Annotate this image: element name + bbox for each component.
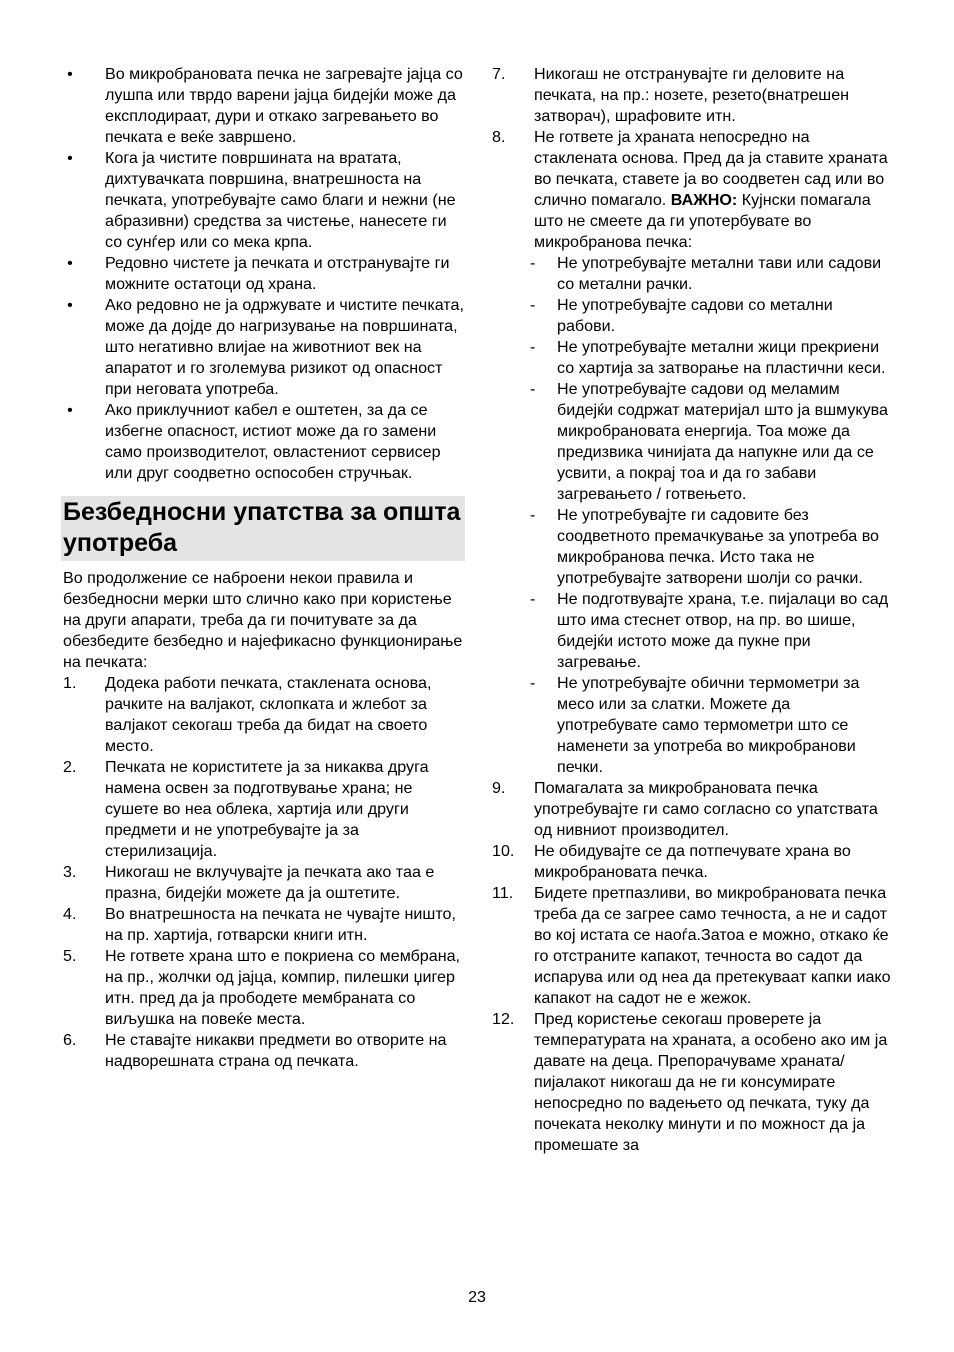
dash-item	[492, 379, 892, 505]
left-column	[63, 64, 465, 1072]
bullet-mark: •	[67, 149, 73, 167]
item-text: Помагалата за микробрановата печка употребувајте ги само согласно со упатствата од нивниот производител.	[534, 779, 878, 839]
numbered-item	[492, 1009, 892, 1156]
item-number: 2.	[63, 758, 77, 776]
dash-text: Не употребувајте метални жици прекриени со хартија за затворање на пластични кеси.	[557, 338, 886, 377]
page-number: 23	[468, 1289, 486, 1306]
dash-text: Не употребувајте садови од меламим бидејќи содржат материјал што ја вшмукува микробрановата енергија. Тоа може да предизвика чинијата да напукне или да се усвити, а покрај тоа и да го забави загревањето / готвењето.	[557, 380, 888, 503]
item-text: Печката не користитете ја за никаква друга намена освен за подготвување храна; не сушете во неа облека, хартија или други предмети и не употребувајте ја за стерилизација.	[105, 758, 429, 860]
dash-text: Не употребувајте обични термометри за месо или за слатки. Можете да употребувате само термометри што се наменети за употреба во микробранови печки.	[557, 674, 860, 776]
item-text: Не ставајте никакви предмети во отворите на надворешната страна од печката.	[105, 1031, 447, 1070]
item-number: 8.	[492, 128, 506, 146]
item-number: 1.	[63, 674, 77, 692]
dash-item	[492, 673, 892, 778]
dash-mark: -	[530, 296, 536, 314]
dash-item	[492, 337, 892, 379]
item-number: 5.	[63, 947, 77, 965]
item-number: 10.	[492, 842, 515, 860]
bullet-item	[63, 400, 465, 484]
item-text: Пред користење секогаш проверете ја температурата на храната, а особено ако им ја давате на деца. Препорачуваме храната/пијалакот никогаш да не ги консумирате непосредно по вадењето од печката, туку да почеката неколку минути и по можност да ја промешате за	[534, 1010, 888, 1154]
bullet-item	[63, 148, 465, 253]
bullet-text: Редовно чистете ја печката и отстранувајте ги можните остатоци од храна.	[105, 254, 450, 293]
bullet-mark: •	[67, 296, 73, 314]
item-text: Додека работи печката, стаклената основа, рачките на валјакот, склопката и жлебот за валјакот секогаш треба да бидат на своето место.	[105, 674, 432, 755]
dash-item	[492, 505, 892, 589]
item-number: 9.	[492, 779, 506, 797]
dash-text: Не подготвувајте храна, т.е. пијалаци во сад што има стеснет отвор, на пр. во шише, бидејќи истото може да пукне при загревање.	[557, 590, 889, 671]
bullet-text: Ако приклучниот кабел е оштетен, за да се избегне опасност, истиот може да го замени само производителот, овластениот сервисер или друг соодветно оспособен стручњак.	[105, 401, 441, 482]
item-text: Никогаш не отстранувајте ги деловите на печката, на пр.: нозете, резето(внатрешен затворач), шрафовите итн.	[534, 65, 850, 125]
bullet-text: Ако редовно не ја одржувате и чистите печката, може да дојде до нагризување на површината, што негативно влијае на животниот век на апаратот и го зголемува ризикот од опасност при неговата употреба.	[105, 296, 464, 398]
section-intro: Во продолжение се наброени некои правила и безбедносни мерки што слично како при користење на други апарати, треба да ги почитувате за да обезбедите безбедно и најефикасно функционирање на печката:	[63, 569, 463, 671]
dash-mark: -	[530, 506, 536, 524]
section-heading: Безбедносни упатства за општа употреба	[61, 496, 465, 561]
item-text: Не гответе ја храната непосредно на стаклената основа. Пред да ја ставите храната во печката, ставете ја во соодветен сад или во слично помагало.	[534, 128, 888, 209]
dash-text: Не употребувајте садови со метални рабови.	[557, 296, 833, 335]
numbered-item	[63, 904, 465, 946]
dash-mark: -	[530, 338, 536, 356]
dash-text: Не употребувајте ги садовите без соодветното премачкување за употреба во микробранова печка. Исто така не употребувајте затворени шолји со рачки.	[557, 506, 880, 587]
bullet-item	[63, 253, 465, 295]
numbered-item	[63, 862, 465, 904]
numbered-item	[492, 883, 892, 1009]
numbered-item	[492, 778, 892, 841]
item-number: 3.	[63, 863, 77, 881]
numbered-item	[63, 757, 465, 862]
bullet-item	[63, 64, 465, 148]
bullet-mark: •	[67, 401, 73, 419]
dash-item	[492, 295, 892, 337]
numbered-item	[492, 64, 892, 127]
item-number: 6.	[63, 1031, 77, 1049]
numbered-item	[63, 673, 465, 757]
dash-item	[492, 253, 892, 295]
important-label: ВАЖНО:	[670, 191, 738, 209]
dash-mark: -	[530, 590, 536, 608]
right-column	[492, 64, 892, 1156]
item-text: Не гответе храна што е покриена со мембрана, на пр., жолчки од јајца, компир, пилешки џигер итн. пред да ја прободете мембраната со виљушка на повеќе места.	[105, 947, 461, 1028]
bullet-text: Кога ја чистите површината на вратата, дихтувачката површина, внатрешноста на печката, употребувајте само благи и нежни (не абразивни) средства за чистење, нанесете ги со сунѓер или со мека крпа.	[105, 149, 456, 251]
item-number: 11.	[492, 884, 514, 902]
dash-item	[492, 589, 892, 673]
bullet-mark: •	[67, 254, 73, 272]
item-text: Во внатрешноста на печката не чувајте ништо, на пр. хартија, готварски книги итн.	[105, 905, 456, 944]
bullet-item	[63, 295, 465, 400]
numbered-item	[492, 127, 892, 253]
item-number: 7.	[492, 65, 506, 83]
numbered-item	[63, 1030, 465, 1072]
item-text: Бидете претпазливи, во микробрановата печка треба да се загрее само течноста, а не и садот во кој истата се наоѓа.Затоа е можно, откако ќе го отстраните капакот, течноста во садот да испарува или од неа да претекуваат капки иако капакот на садот не е жежок.	[534, 884, 891, 1007]
dash-text: Не употребувајте метални тави или садови со метални рачки.	[557, 254, 882, 293]
numbered-item	[492, 841, 892, 883]
bullet-mark: •	[67, 65, 73, 83]
dash-mark: -	[530, 674, 536, 692]
item-number: 4.	[63, 905, 77, 923]
item-number: 12.	[492, 1010, 515, 1028]
important-text: Кујнски помагала што не смеете да ги употербувате во микробранова печка:	[534, 191, 871, 251]
item-text: Никогаш не вклучувајте ја печката ако таа е празна, бидејќи можете да ја оштетите.	[105, 863, 435, 902]
dash-mark: -	[530, 254, 536, 272]
dash-mark: -	[530, 380, 536, 398]
bullet-text: Во микробрановата печка не загревајте јајца со лушпа или тврдо варени јајца бидејќи може да експлодираат, дури и откако загревањето во печката е веќе завршено.	[105, 65, 463, 146]
numbered-item	[63, 946, 465, 1030]
item-text: Не обидувајте се да потпечувате храна во микробрановата печка.	[534, 842, 851, 881]
